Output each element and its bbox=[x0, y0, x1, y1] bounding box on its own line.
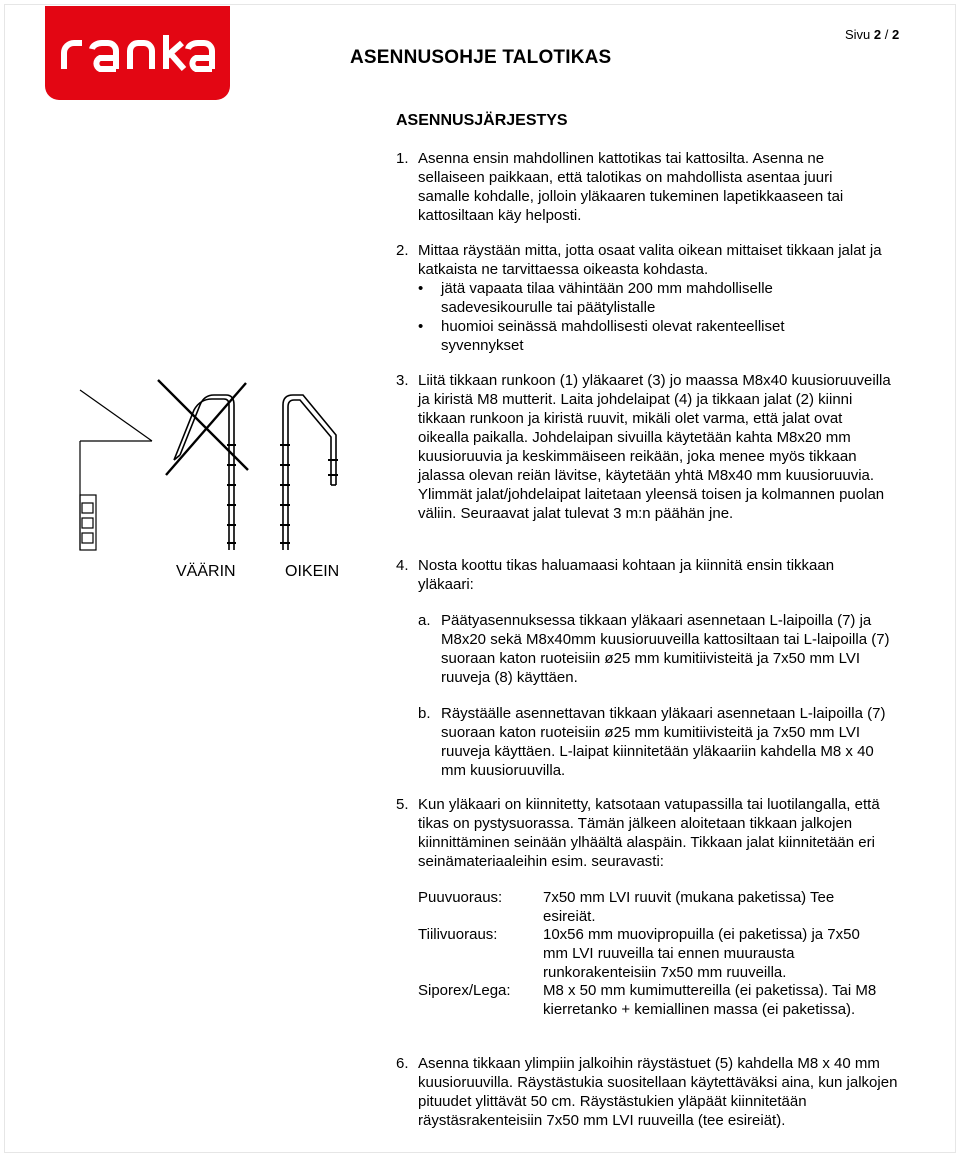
material-value: 10x56 mm muovipropuilla (ei paketissa) ja 7x50 mm LVI ruuveilla tai ennen muurausta runkorakenteisiin 7x50 mm ruuveilla. bbox=[543, 926, 860, 981]
step-number: 6. bbox=[396, 1055, 409, 1072]
step-6 bbox=[396, 1054, 906, 1130]
step-text: Kun yläkaari on kiinnitetty, katsotaan vatupassilla tai luotilangalla, että tikas on pystysuorassa. Tämän jälkeen aloitetaan tikkaan jalkojen kiinnittäminen seinään ylhäältä alaspäin. Tikkaan jalat kiinnitetään eri seinämateriaaleihin esim. seuravasti: bbox=[418, 796, 880, 870]
step-number: 4. bbox=[396, 557, 409, 574]
ranka-logo bbox=[45, 6, 230, 100]
material-label: Siporex/Lega: bbox=[418, 982, 511, 999]
material-label: Tiilivuoraus: bbox=[418, 926, 498, 943]
substep-text: Räystäälle asennettavan tikkaan yläkaari asennetaan L-laipoilla (7) suoraan katon ruoteisiin ø25 mm kumitiivisteitä ja 7x50 mm LVI ruuveja käyttäen. L-laipat kiinnitetään yläkaariin kahdella M8 x 40 mm kuusioruuvilla. bbox=[441, 705, 886, 779]
page-number bbox=[845, 27, 899, 42]
step-4b bbox=[418, 704, 898, 780]
substep-text: Päätyasennuksessa tikkaan yläkaari asennetaan L-laipoilla (7) ja M8x20 sekä M8x40mm kuusioruuveilla kattosiltaan tai L-laipoilla (7) suoraan katon ruoteisiin ø25 mm kumitiivisteitä ja 7x50 mm LVI ruuveja (8) käyttäen. bbox=[441, 612, 890, 686]
substep-letter: b. bbox=[418, 705, 431, 722]
step-4a bbox=[418, 611, 898, 687]
step-number: 1. bbox=[396, 150, 409, 167]
logo-wordmark bbox=[58, 33, 218, 73]
step-3 bbox=[396, 371, 896, 523]
step-text: Asenna tikkaan ylimpiin jalkoihin räystästuet (5) kahdella M8 x 40 mm kuusioruuvilla. Räystästukia suositellaan käytettäväksi aina, kun jalkojen pituudet ylittävät 50 cm. Räystästukien yläpäät kiinnitetään räystäsrakenteisiin 7x50 mm LVI ruuveilla (tee esireiät). bbox=[418, 1055, 898, 1129]
step-number: 3. bbox=[396, 372, 409, 389]
step-text: Nosta koottu tikas haluamaasi kohtaan ja kiinnitä ensin tikkaan yläkaari: bbox=[418, 557, 835, 593]
substep-letter: a. bbox=[418, 612, 431, 629]
document-title: ASENNUSOHJE TALOTIKAS bbox=[350, 47, 612, 68]
section-title: ASENNUSJÄRJESTYS bbox=[396, 112, 568, 129]
bullet-list bbox=[418, 279, 818, 355]
ladder-installation-figure bbox=[78, 375, 358, 560]
wall-illustration bbox=[80, 390, 152, 550]
step-5 bbox=[396, 795, 896, 871]
step-number: 5. bbox=[396, 796, 409, 813]
material-label: Puuvuoraus: bbox=[418, 889, 503, 906]
step-4 bbox=[396, 556, 886, 594]
step-text: Liitä tikkaan runkoon (1) yläkaaret (3) jo maassa M8x40 kuusioruuveilla ja kiristä M8 mutterit. Laita johdelaipat (4) ja tikkaan jalat (2) kiinni tikkaan runkoon ja kiristä ruuvit, mikäli olet varma, että jalat ovat oikealla paikalla. Johdelaipan sivuilla käytetään kahta M8x20 mm kuusioruuvia ja keskimmäiseen reikään, joka menee myös tikkaan jalassa olevan reiän lävitse, käytetään yhtä M8x40 mm kuusioruuvia. Ylimmät jalat/johdelaipat laitetaan yleensä toisen ja kolmannen puolan väliin. Seuraavat jalat tulevat 3 m:n päähän jne. bbox=[418, 372, 891, 522]
figure-label-right: OIKEIN bbox=[285, 563, 340, 580]
step-text: Mittaa räystään mitta, jotta osaat valita oikean mittaiset tikkaan jalat ja katkaista ne tarvittaessa oikeasta kohdasta. bbox=[418, 242, 882, 278]
page-current: 2 bbox=[873, 27, 882, 42]
bullet-item: • huomioi seinässä mahdollisesti olevat rakenteelliset syvennykset bbox=[418, 317, 818, 355]
step-number: 2. bbox=[396, 242, 409, 259]
figure-label-wrong: VÄÄRIN bbox=[176, 563, 236, 580]
page-total: 2 bbox=[892, 27, 900, 42]
step-text: Asenna ensin mahdollinen kattotikas tai kattosilta. Asenna ne sellaiseen paikkaan, että talotikas on mahdollista asentaa juuri samalle kohdalle, jolloin yläkaaren tukeminen lapetikkaaseen tai kattosiltaan käy helposti. bbox=[418, 150, 844, 224]
right-ladder bbox=[280, 395, 338, 550]
step-1 bbox=[396, 149, 886, 225]
material-row-brick bbox=[418, 925, 898, 982]
material-row-siporex bbox=[418, 981, 898, 1019]
page-separator: / bbox=[884, 27, 889, 42]
page-prefix: Sivu bbox=[845, 27, 871, 42]
material-value: M8 x 50 mm kumimuttereilla (ei paketissa). Tai M8 kierretanko + kemiallinen massa (ei paketissa). bbox=[543, 982, 877, 1018]
material-row-wood bbox=[418, 888, 898, 926]
bullet-item: • jätä vapaata tilaa vähintään 200 mm mahdolliselle sadevesikourulle tai päätylistalle bbox=[418, 279, 818, 317]
material-value: 7x50 mm LVI ruuvit (mukana paketissa) Tee esireiät. bbox=[543, 889, 835, 925]
wrong-ladder bbox=[158, 380, 248, 550]
step-2 bbox=[396, 241, 906, 355]
